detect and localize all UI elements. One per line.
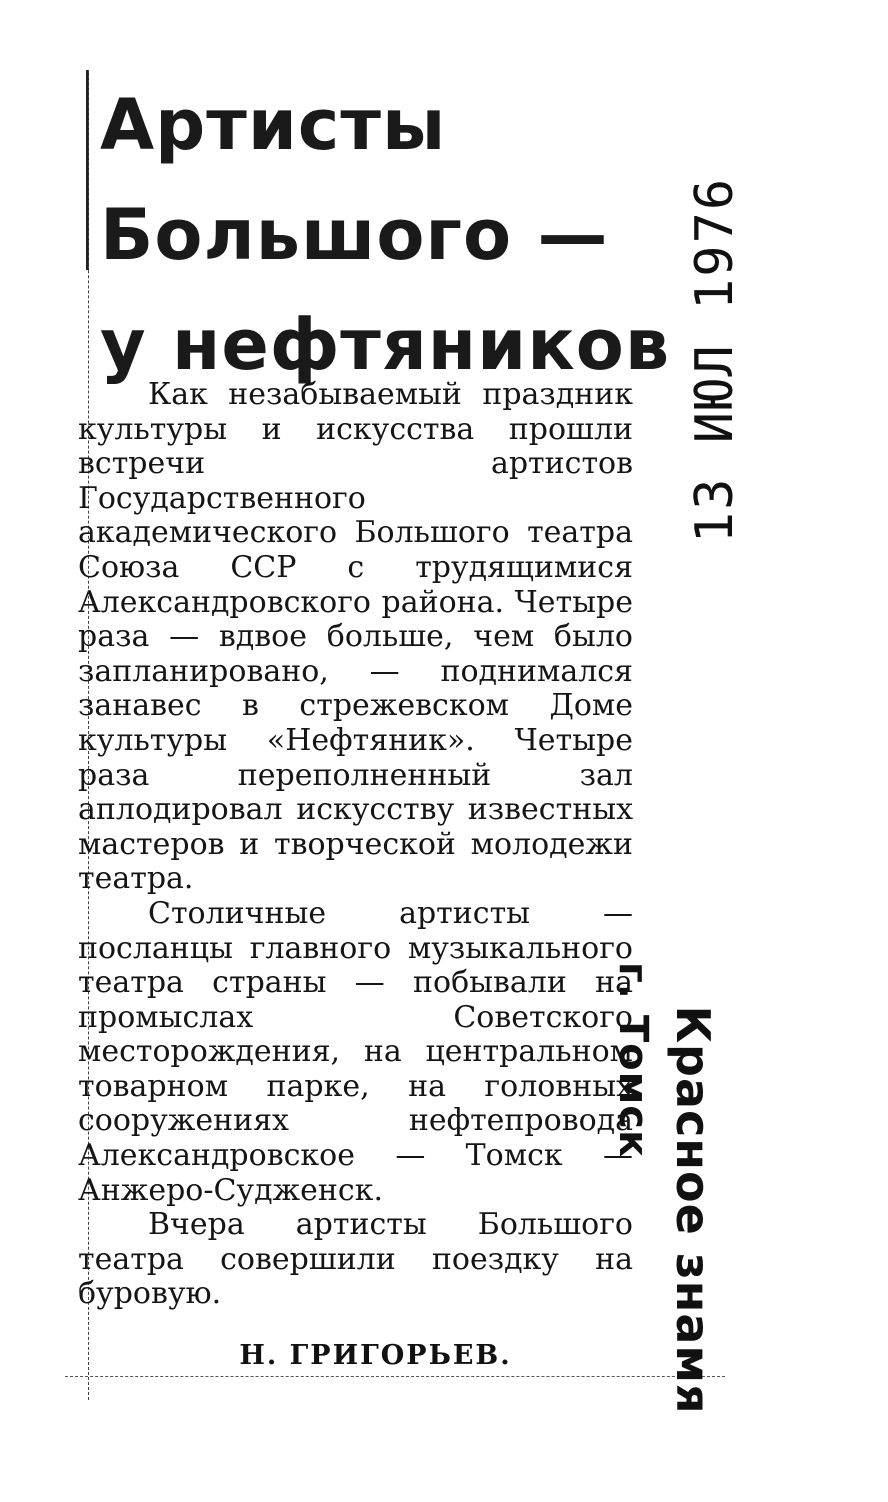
headline-line-3: у нефтяников [100,304,671,386]
article-body [78,378,633,1312]
newspaper-name-stamp: Красное знамя [666,1005,720,1415]
article-paragraph-1: Как незабываемый праздник культуры и искусства прошли встречи артистов Государственного академического Большого театра Союза ССР с трудящимися Александровского района. Четыре раза — вдвое больше, чем было запланировано, — поднимался занавес в стрежевском Доме культуры «Нефтяник». Четыре раза переполненный зал аплодировал искусству известных мастеров и творческой молодежи театра. [78,377,633,897]
article-paragraph-2: Столичные артисты — посланцы главного музыкального театра страны — побывали на промыслах Советского месторождения, на центральном товарном парке, на головных сооружениях нефтепровода Александровское — Томск — Анжеро-Судженск. [78,895,633,1208]
headline-line-2: Большого — [100,194,609,276]
city-stamp: г. Томск [610,961,656,1159]
bottom-cut-line [65,1376,725,1377]
date-stamp: 13 ИЮЛ 1976 [685,176,745,544]
article-paragraph-3: Вчера артисты Большого театра совершили поездку на буровую. [78,1207,633,1312]
author-byline: Н. ГРИГОРЬЕВ. [239,1340,512,1371]
article-headline [100,70,671,400]
headline-line-1: Артисты [100,84,447,166]
